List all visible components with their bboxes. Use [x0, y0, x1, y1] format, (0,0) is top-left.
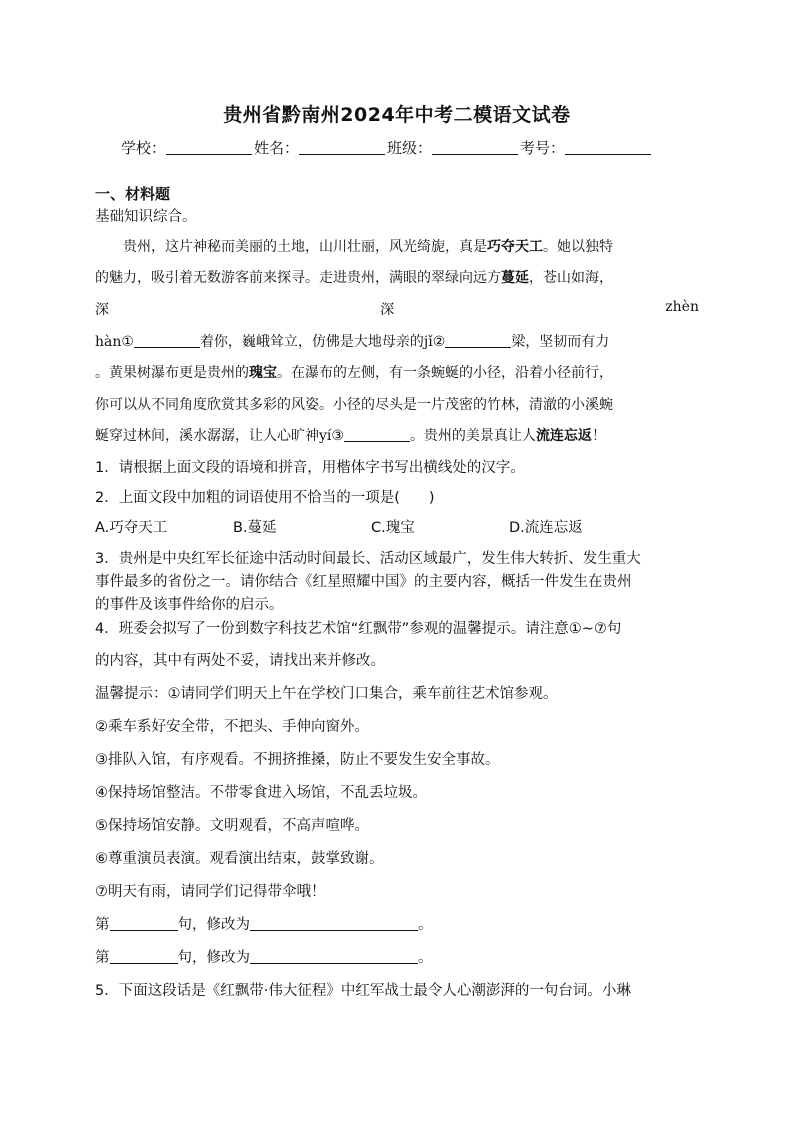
- question-2-options: [95, 516, 583, 537]
- bold-word-4: 流连忘返: [535, 428, 592, 444]
- school-label: 学校：: [121, 139, 167, 157]
- option-b[interactable]: B.蔓延: [233, 520, 277, 536]
- option-d[interactable]: D.流连忘返: [509, 520, 583, 536]
- tip-3: ③排队入馆，有序观看。不拥挤推搡，防止不要发生安全事故。: [95, 752, 500, 768]
- passage-line-6: 你可以从不同角度欣赏其多彩的风姿。小径的尽头是一片茂密的竹林，清澈的小溪蜿: [95, 397, 613, 413]
- blank-3[interactable]: [344, 428, 410, 442]
- passage-line-7: 蜒穿过林间，溪水潺潺，让人心旷神yí③ 。贵州的美景真让人流连忘返！: [95, 428, 606, 444]
- subsection-heading: 基础知识综合。: [95, 209, 197, 225]
- number-blank[interactable]: [565, 140, 651, 155]
- question-3-line-3: 的事件及该事件给你的启示。: [95, 597, 284, 613]
- bold-word-3: 瑰宝: [249, 365, 277, 381]
- blank-1[interactable]: [134, 334, 200, 348]
- answer-line-2: 第 句，修改为 。: [95, 950, 433, 966]
- question-1: 1．请根据上面文段的语境和拼音，用楷体字书写出横线处的汉字。: [95, 460, 525, 476]
- question-3-line-1: 3．贵州是中央红军长征途中活动时间最长、活动区域最广，发生伟大转折、发生重大: [95, 551, 641, 567]
- school-blank[interactable]: [166, 140, 252, 155]
- bold-word-1: 巧夺天工: [487, 239, 543, 255]
- answer-line-1: 第 句，修改为 。: [95, 917, 433, 933]
- number-label: 考号：: [520, 139, 566, 157]
- tip-6: ⑥尊重演员表演。观看演出结束，鼓掌致谢。: [95, 851, 384, 867]
- option-c[interactable]: C.瑰宝: [371, 520, 415, 536]
- question-4-line-2: 的内容，其中有两处不妥，请找出来并修改。: [95, 653, 385, 669]
- name-blank[interactable]: [299, 140, 385, 155]
- student-info-line: [121, 137, 653, 158]
- passage-line-4: hàn① 着你，巍峨耸立，仿佛是大地母亲的jǐ② 梁，坚韧而有力: [95, 334, 610, 350]
- class-blank[interactable]: [432, 140, 518, 155]
- answer-2-sentence-blank[interactable]: [110, 950, 178, 964]
- option-a[interactable]: A.巧夺天工: [95, 520, 168, 536]
- bold-word-2: 蔓延: [501, 270, 529, 286]
- answer-1-revision-blank[interactable]: [250, 917, 418, 931]
- tip-1: 温馨提示：①请同学们明天上午在学校门口集合，乘车前往艺术馆参观。: [95, 686, 558, 702]
- question-2: 2．上面文段中加粗的词语使用不恰当的一项是( ): [95, 490, 435, 506]
- page-title: 贵州省黔南州2024年中考二模语文试卷: [223, 104, 571, 126]
- tip-2: ②乘车系好安全带，不把头、手伸向窗外。: [95, 719, 369, 735]
- tip-4: ④保持场馆整洁。不带零食进入场馆，不乱丢垃圾。: [95, 785, 427, 801]
- name-label: 姓名：: [254, 139, 300, 157]
- question-4-line-1: 4．班委会拟写了一份到数字科技艺术馆“红飘带”参观的温馨提示。请注意①~⑦句: [95, 621, 622, 637]
- passage-line-5: 。黄果树瀑布更是贵州的瑰宝。在瀑布的左侧，有一条蜿蜒的小径，沿着小径前行，: [95, 365, 613, 381]
- tip-7: ⑦明天有雨，请同学们记得带伞哦！: [95, 884, 326, 900]
- passage-line-1: 贵州，这片神秘而美丽的土地，山川壮丽，风光绮旎，真是巧夺天工。她以独特: [123, 239, 613, 255]
- answer-2-revision-blank[interactable]: [250, 950, 418, 964]
- question-5-line-1: 5．下面这段话是《红飘带·伟大征程》中红军战士最令人心潮澎湃的一句台词。小琳: [95, 983, 631, 999]
- passage-line-2: 的魅力，吸引着无数游客前来探寻。走进贵州，满眼的翠绿向远方蔓延，苍山如海，: [95, 270, 613, 286]
- blank-2[interactable]: [445, 334, 511, 348]
- tip-5: ⑤保持场馆安静。文明观看，不高声喧哗。: [95, 818, 369, 834]
- passage-line-3: 深 深 zhèn: [95, 299, 699, 318]
- question-3-line-2: 事件最多的省份之一。请你结合《红星照耀中国》的主要内容，概括一件发生在贵州: [95, 574, 632, 590]
- answer-1-sentence-blank[interactable]: [110, 917, 178, 931]
- class-label: 班级：: [387, 139, 433, 157]
- section-heading: 一、材料题: [95, 185, 171, 203]
